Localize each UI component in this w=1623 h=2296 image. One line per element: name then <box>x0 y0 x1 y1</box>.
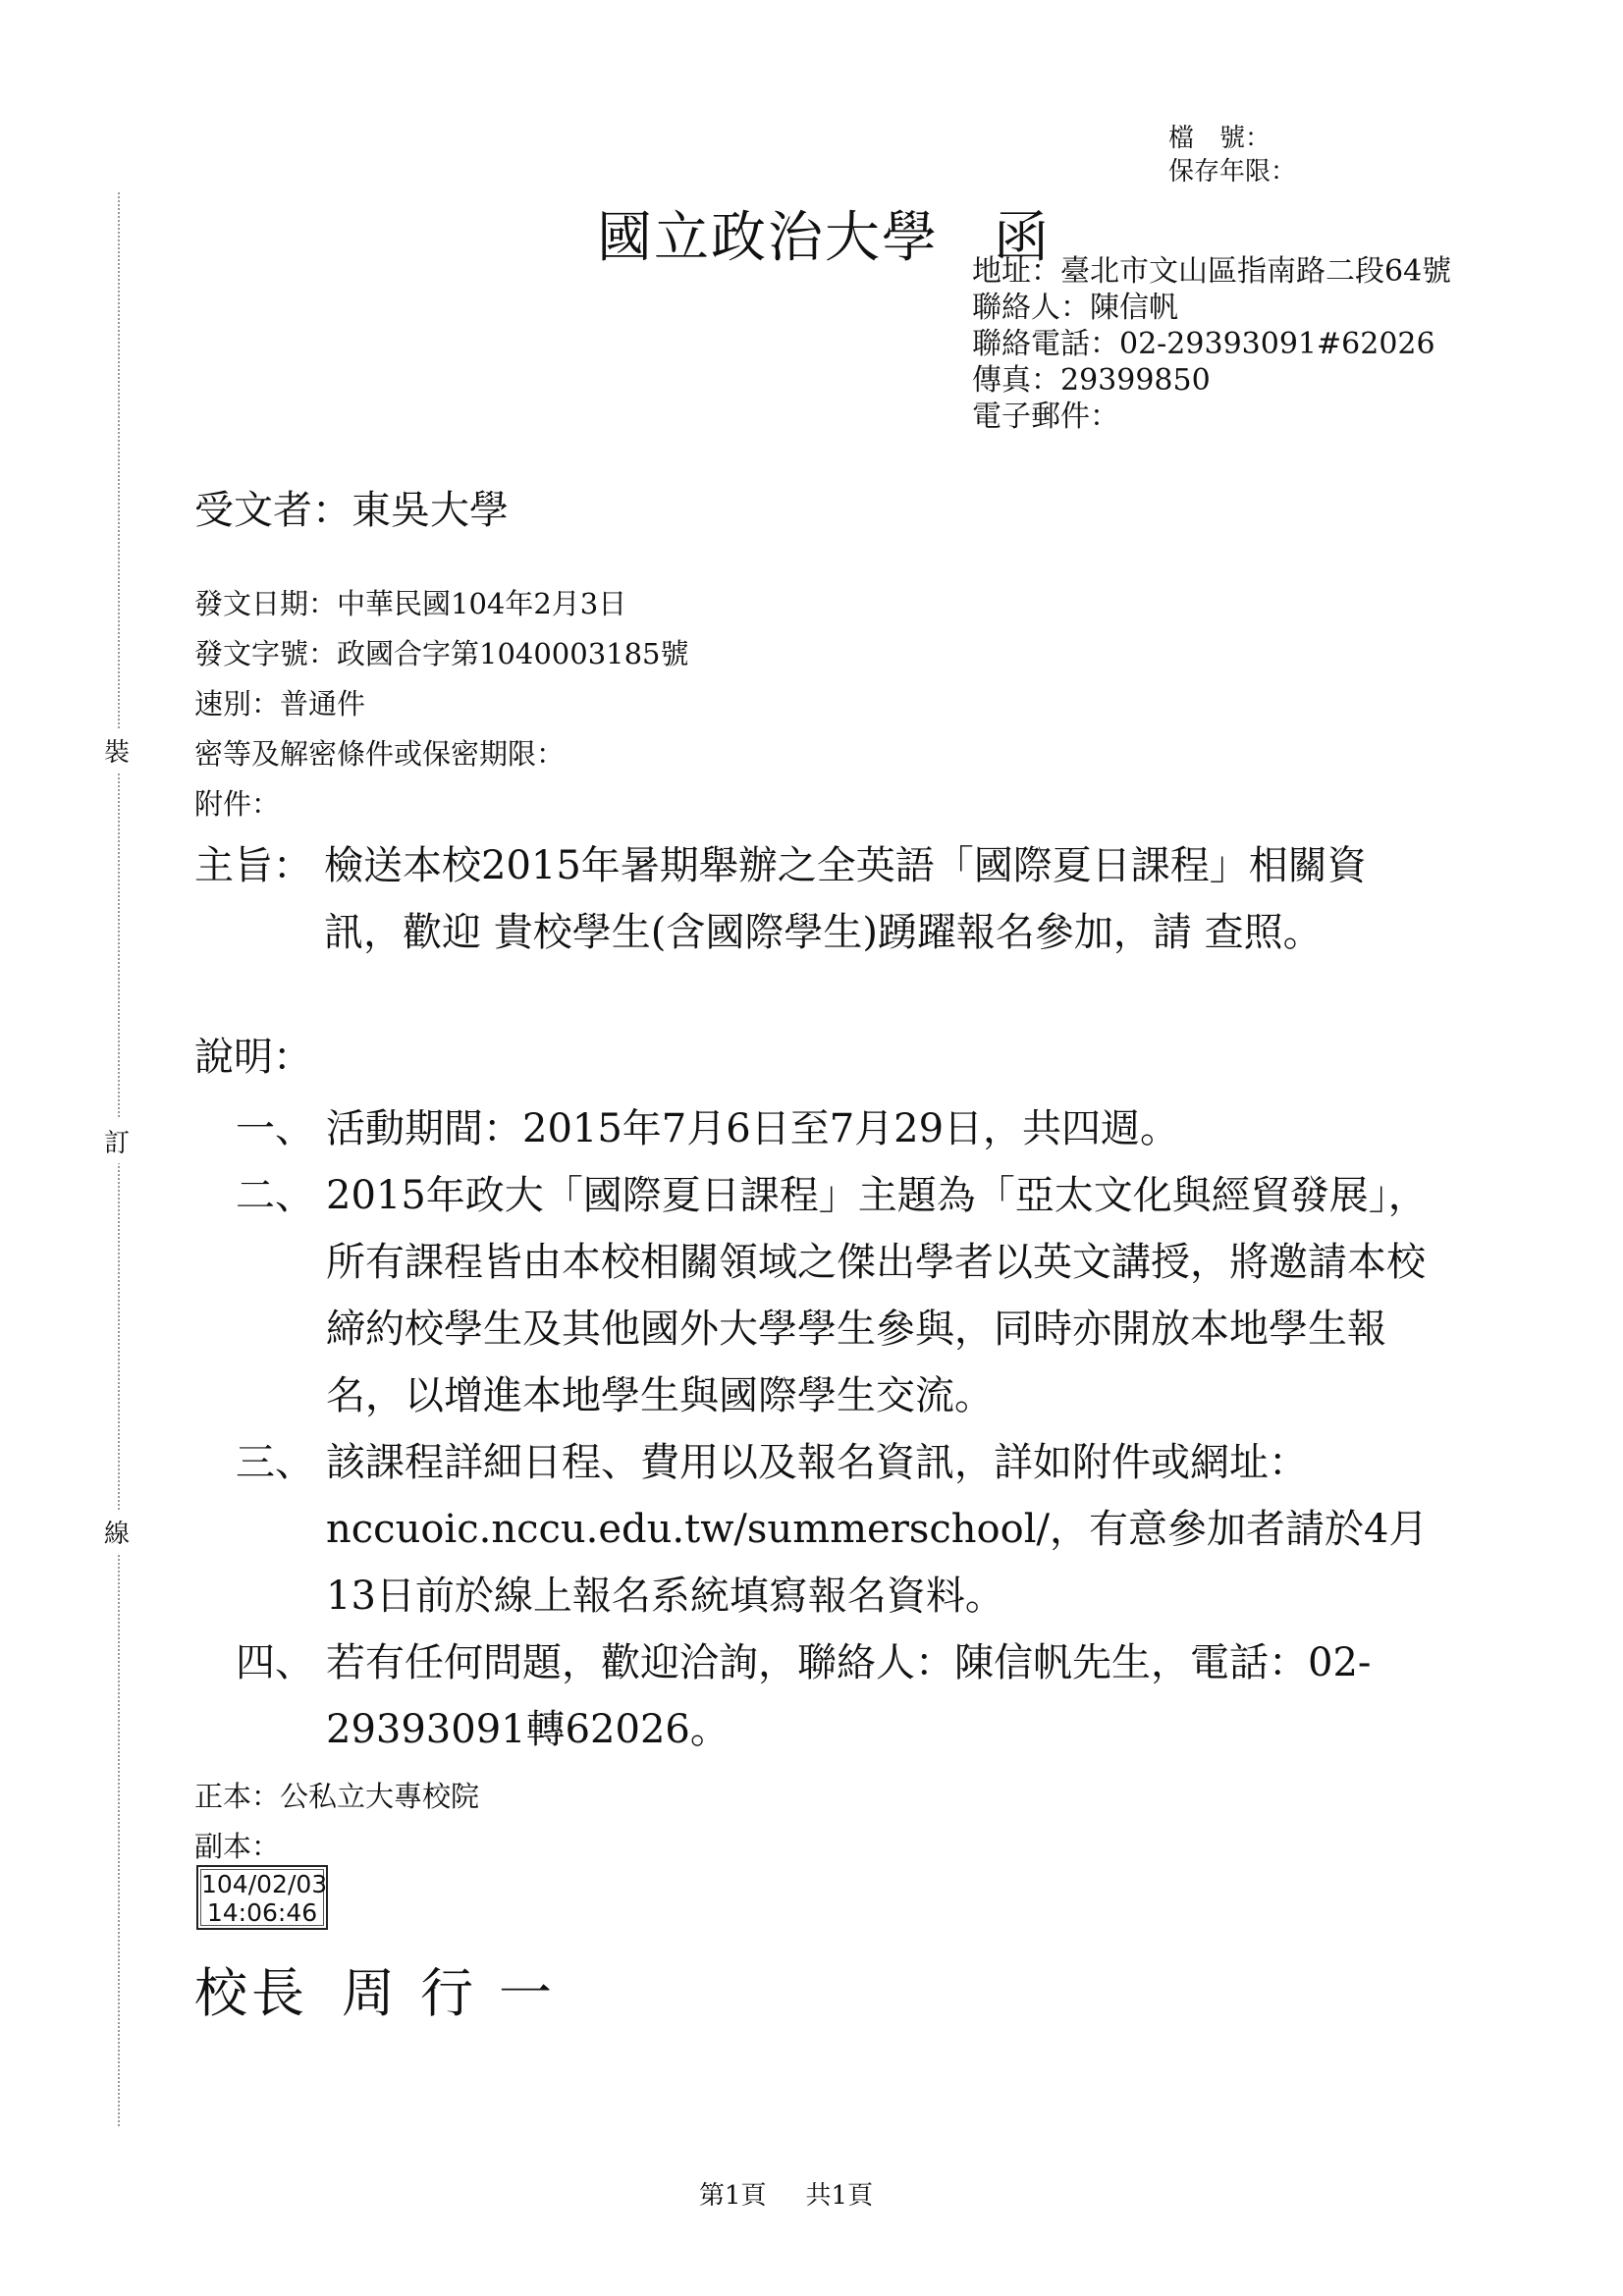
explanation-heading: 說明： <box>194 1035 312 1080</box>
subject-label: 主旨： <box>194 843 312 888</box>
contact-phone: 聯絡電話：02-29393091#62026 <box>972 327 1435 361</box>
explanation-item <box>236 1629 1443 1763</box>
contact-fax: 傳真：29399850 <box>972 363 1211 398</box>
item-number: 四、 <box>236 1640 314 1685</box>
file-info <box>1168 122 1296 188</box>
contact-email: 電子郵件： <box>972 400 1119 434</box>
page-footer <box>699 2175 873 2212</box>
contact-person: 聯絡人：陳信帆 <box>972 291 1178 325</box>
timestamp-stamp <box>196 1865 328 1930</box>
secrecy-level: 密等及解密條件或保密期限： <box>194 737 566 771</box>
institution-name: 國立政治大學 <box>597 206 939 270</box>
binding-mark-zhuang: 裝 <box>102 728 132 773</box>
contact-block <box>972 253 1463 435</box>
item-number: 二、 <box>236 1173 314 1218</box>
page-total: 共1頁 <box>805 2181 874 2211</box>
subject-text: 檢送本校2015年暑期舉辦之全英語「國際夏日課程」相關資訊，歡迎 貴校學生(含國際學生)踴躍報名參加，請 查照。 <box>324 843 1367 955</box>
item-number: 三、 <box>236 1440 314 1485</box>
stamp-date: 104/02/03 <box>201 1870 328 1898</box>
document-type: 函 <box>994 206 1051 270</box>
address: 地址：臺北市文山區指南路二段64號 <box>972 254 1452 289</box>
binding-mark-xian: 線 <box>102 1510 132 1554</box>
item-text: 活動期間：2015年7月6日至7月29日，共四週。 <box>326 1106 1180 1151</box>
file-number-label: 檔 號： <box>1168 124 1271 153</box>
original-recipients: 正本：公私立大專校院 <box>194 1780 480 1813</box>
signature-name: 周行一 <box>342 1962 577 2024</box>
explanation-item <box>236 1095 1443 1162</box>
signature-title: 校長 <box>194 1962 308 2024</box>
binding-mark-ding: 訂 <box>102 1119 132 1163</box>
delivery-speed: 速別：普通件 <box>194 687 366 721</box>
retention-label: 保存年限： <box>1168 157 1297 187</box>
document-meta <box>194 579 689 829</box>
subject-section <box>194 832 1441 966</box>
signature <box>194 1951 577 2027</box>
stamp-time: 14:06:46 <box>206 1898 318 1927</box>
recipient: 受文者：東吳大學 <box>194 488 509 533</box>
explanation-list <box>236 1095 1443 1763</box>
issue-date: 發文日期：中華民國104年2月3日 <box>194 587 627 620</box>
item-text: 2015年政大「國際夏日課程」主題為「亞太文化與經貿發展」，所有課程皆由本校相關領域之傑出學者以英文講授，將邀請本校締約校學生及其他國外大學學生參與，同時亦開放本地學生報名，以增進本地學生與國際學生交流。 <box>326 1173 1428 1418</box>
explanation-item <box>236 1429 1443 1629</box>
duplicate-recipients: 副本： <box>194 1830 281 1863</box>
item-text: 若有任何問題，歡迎洽詢，聯絡人：陳信帆先生，電話：02-29393091轉62026。 <box>326 1640 1372 1752</box>
item-text: 該課程詳細日程、費用以及報名資訊，詳如附件或網址：nccuoic.nccu.edu.tw/summerschool/，有意參加者請於4月13日前於線上報名系統填寫報名資料。 <box>326 1440 1429 1619</box>
item-number: 一、 <box>236 1106 314 1151</box>
attachment: 附件： <box>194 787 281 821</box>
copies-section <box>194 1772 479 1872</box>
explanation-item <box>236 1162 1443 1429</box>
document-number: 發文字號：政國合字第1040003185號 <box>194 637 689 670</box>
page-number: 第1頁 <box>699 2181 767 2211</box>
